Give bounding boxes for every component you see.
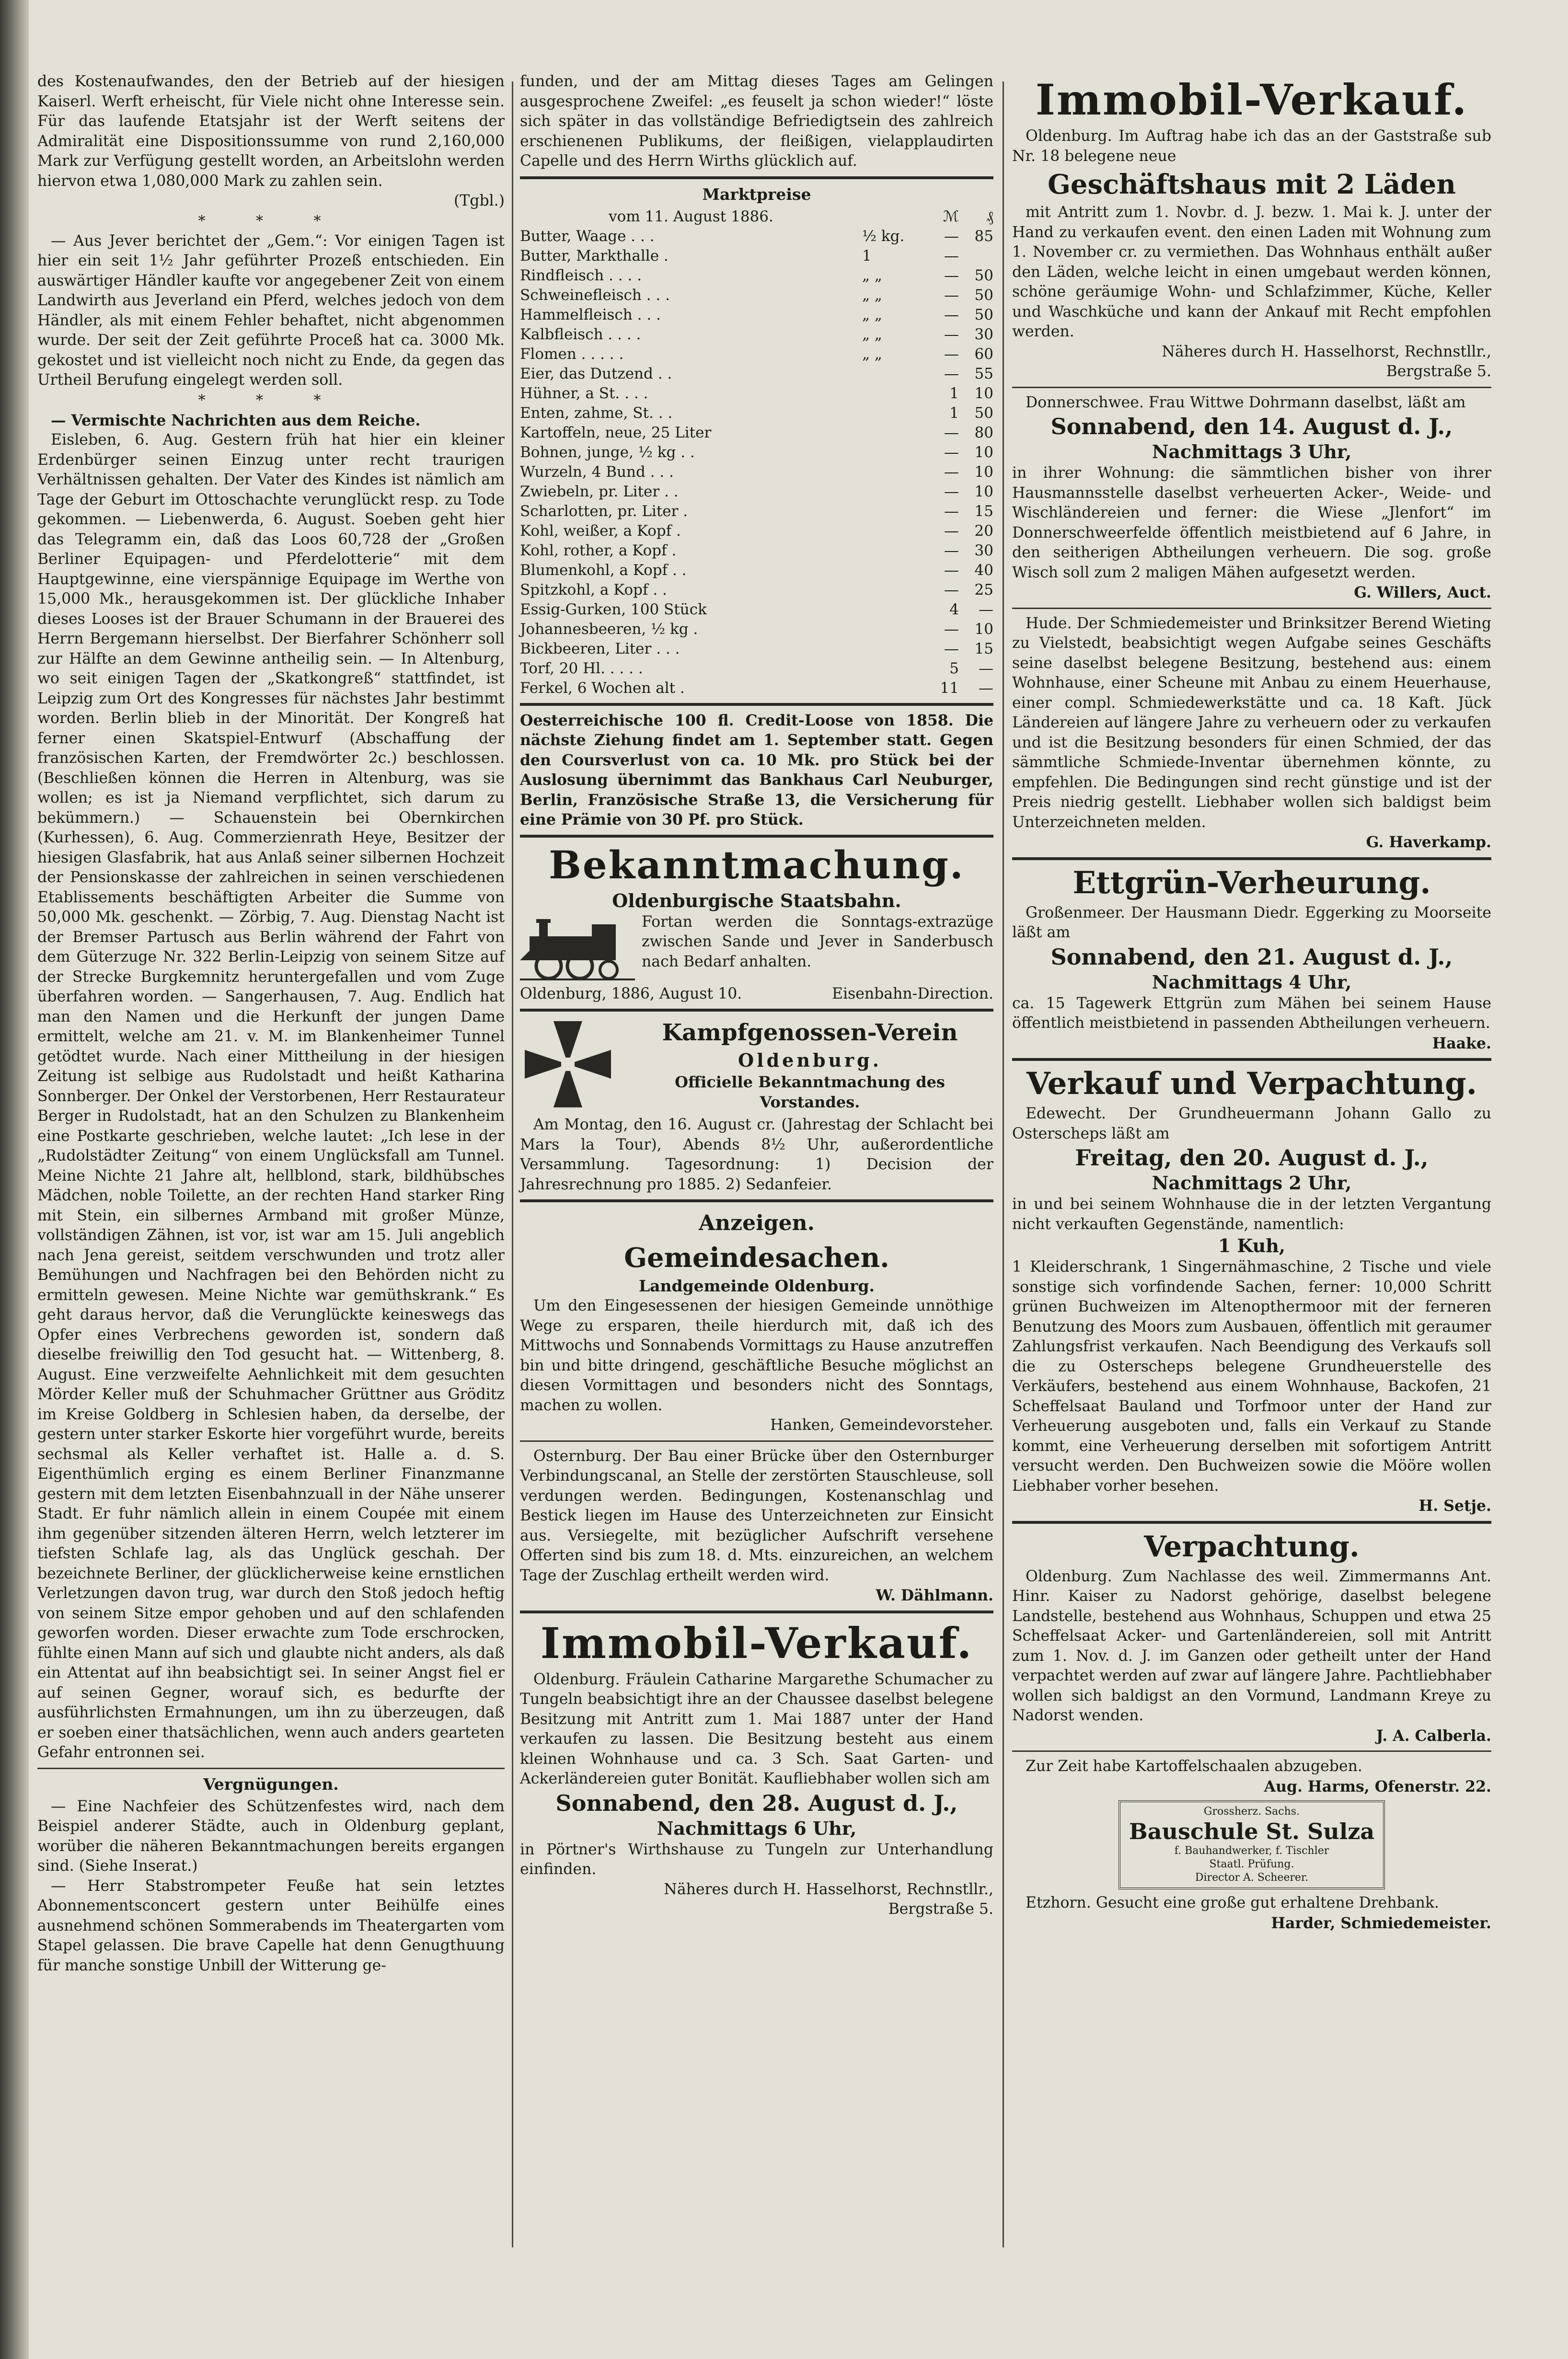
market-row [520, 580, 993, 600]
verkauf-title: Verkauf und Verpachtung. [1026, 1066, 1477, 1102]
market-pf: 50 [974, 286, 993, 304]
market-pf: 10 [974, 483, 993, 500]
market-row [520, 325, 993, 345]
market-unit: 1 [862, 247, 872, 265]
market-row [520, 521, 993, 541]
market-row [520, 502, 993, 521]
market-unit [862, 443, 924, 462]
market-item: Kohl, weißer, a Kopf . [520, 522, 681, 540]
market-row [520, 345, 993, 364]
market-pf: 50 [974, 404, 993, 422]
market-unit [862, 521, 924, 541]
immobil-sig-address: Bergstraße 5. [888, 1900, 993, 1918]
ettgruen-title: Ettgrün-Verheurung. [1072, 864, 1431, 901]
market-mark: — [944, 522, 959, 540]
rule [520, 1009, 993, 1012]
market-item: Butter, Markthalle . [520, 247, 669, 265]
gemeinde-title: Gemeindesachen. [624, 1242, 889, 1274]
rule [37, 1768, 505, 1769]
werft-article: des Kostenaufwandes, den der Betrieb auf der hiesigen Kaiserl. Werft erheischt, für Viele nicht ohne Interesse sein. Für das laufende Etatsjahr ist der Werft seitens der Admiralität eine Dispositionssumme von rund 2,160,000 Mark zur Verfügung gestellt worden, an Arbeitslohn werden hiervon etwa 1,080,000 Mark zu zahlen sein. [37, 73, 505, 190]
kampf-block [520, 1016, 993, 1115]
rule [520, 1611, 993, 1613]
market-mark: 1 [949, 384, 959, 402]
market-pf: 15 [974, 502, 993, 520]
verkauf-text2: in und bei seinem Wohnhause die in der letzten Vergantung nicht verkauften Gegenstände, namentlich: [1012, 1196, 1491, 1233]
hude-sig: G. Haverkamp. [1366, 833, 1491, 851]
rule [1012, 1750, 1491, 1752]
market-row [520, 286, 993, 305]
market-pf: 10 [974, 443, 993, 461]
market-pf: 80 [974, 424, 993, 441]
market-unit [862, 541, 924, 561]
market-pf: 10 [974, 620, 993, 638]
kampf-city: Oldenburg. [738, 1049, 882, 1071]
verkauf-date: Freitag, den 20. August d. J., [1075, 1145, 1429, 1171]
rule [1012, 1521, 1491, 1524]
verpachtung-title: Verpachtung. [1144, 1530, 1360, 1564]
bekanntmachung-sig: Eisenbahn-Direction. [832, 985, 993, 1002]
market-mark: — [944, 266, 959, 284]
market-mark: — [944, 640, 959, 657]
market-pf: 85 [974, 227, 993, 245]
column-middle [520, 72, 993, 1920]
vergnuegungen-item: — Herr Stabstrompeter Feuße hat sein letztes Abonnementsconcert gestern unter Beihülfe eines ausnehmend schönen Sommerabends im Theatergarten vom Stapel gelassen. Die brave Capelle hat denn Genugthuung für manche sonstige Unbill der Witterung ge- [37, 1877, 505, 1974]
market-mark: — [944, 561, 959, 579]
verkauf-text: Edewecht. Der Grundheuermann Johann Gallo zu Osterscheps läßt am [1012, 1105, 1491, 1142]
hude-text: Hude. Der Schmiedemeister und Brinksitzer Berend Wieting zu Vielstedt, beabsichtigt wegen Aufgabe seines Geschäfts seine daselbst belegene Besitzung, bestehend aus: einem Wohnhause, einer Scheune mit Anbau zu einem Heuerhause, einer compl. Schmiedewerkstätte und ca. 18 Kaft. Jück Ländereien auf längere Jahre zu verheuern oder zu verkaufen und ist die Besitzung besonders für einen Schmied, der das sämmtliche Schmiede-Inventar übernehmen könnte, zu empfehlen. Die Bedingungen sind recht günstige und ist der Preis niedrig gestellt. Liebhaber wollen sich baldigst beim Unterzeichneten melden. [1012, 614, 1491, 831]
column-right [1012, 72, 1491, 1933]
market-mark: — [944, 502, 959, 520]
market-row [520, 482, 993, 502]
market-unit: „ „ [862, 345, 882, 363]
locomotive-icon [520, 912, 635, 984]
market-mark: 5 [949, 659, 959, 677]
market-unit: „ „ [862, 306, 882, 323]
verpachtung-text: Oldenburg. Zum Nachlasse des weil. Zimmermanns Ant. Hinr. Kaiser zu Nadorst gehörige, daselbst belegene Landstelle, bestehend aus Wohnhaus, Schuppen und etwa 25 Scheffelsaat Acker- und Gartenländereien, soll mit Antritt zum 1. Nov. d. J. im Ganzen oder getheilt unter der Hand verpachtet werden auf zwar auf längere Jahre. Pachtliebhaber wollen sich baldigst an den Vormund, Landmann Kreye zu Nadorst wenden. [1012, 1567, 1491, 1724]
concert-continuation: funden, und der am Mittag dieses Tages am Gelingen ausgesprochene Zweifel: „es feuselt ja schon wieder!“ löste sich später in das vollständige Befriedigtsein des zahlreich erschienenen Publikums, der fleißigen, vielapplaudirten Capelle und des Herrn Wirths glücklich auf. [520, 73, 993, 170]
bekanntmachung-body [520, 912, 993, 984]
rule [520, 703, 993, 706]
market-mark: — [944, 345, 959, 363]
bauschule-line3: f. Bauhandwerker, f. Tischler [1174, 1845, 1329, 1857]
rule [1012, 387, 1491, 388]
market-pf: 50 [974, 266, 993, 284]
donnerschwee-sig: G. Willers, Auct. [1354, 584, 1491, 601]
market-mark: — [944, 443, 959, 461]
werft-source: (Tgbl.) [453, 192, 505, 209]
immobil-text2: in Pörtner's Wirthshause zu Tungeln zur Unterhandlung einfinden. [520, 1841, 993, 1878]
market-item: Butter, Waage . . . [520, 227, 655, 245]
market-mark: — [944, 286, 959, 304]
market-row [520, 227, 993, 246]
market-pf: — [979, 679, 993, 697]
kampf-sub: Officielle Bekanntmachung des Vorstandes. [675, 1073, 945, 1111]
market-row [520, 423, 993, 443]
verkauf-time: Nachmittags 2 Uhr, [1152, 1172, 1352, 1194]
kampf-text: Am Montag, den 16. August cr. (Jahrestag der Schlacht bei Mars la Tour), Abends 8½ Uhr, außerordentliche Versammlung. Tagesordnung: 1) Decision der Jahresrechnung pro 1885. 2) Sedanfeier. [520, 1116, 993, 1193]
market-unit [862, 600, 924, 620]
market-mark: — [944, 581, 959, 598]
ettgruen-time: Nachmittags 4 Uhr, [1152, 971, 1352, 993]
ettgruen-sig: Haake. [1432, 1034, 1491, 1052]
market-item: Schweinefleisch . . . [520, 286, 670, 304]
market-item: Torf, 20 Hl. . . . . [520, 659, 643, 677]
rule [520, 835, 993, 838]
loose-ad: Oesterreichische 100 fl. Credit-Loose von 1858. Die nächste Ziehung findet am 1. September statt. Gegen den Coursverlust von ca. 10 Mk. pro Stück bei der Auslosung übernimmt das Bankhaus Carl Neuburger, Berlin, Französische Straße 13, die Versicherung für eine Prämie von 30 Pf. pro Stück. [520, 711, 993, 829]
market-date: vom 11. August 1886. [609, 207, 773, 225]
market-title: Marktpreise [702, 184, 811, 204]
verkauf-sig: H. Setje. [1418, 1497, 1491, 1515]
kampf-title: Kampfgenossen-Verein [662, 1019, 958, 1046]
immobil-title: Immobil-Verkauf. [540, 1618, 973, 1668]
immobil2-sig-address: Bergstraße 5. [1386, 363, 1491, 380]
immobil-date: Sonnabend, den 28. August d. J., [555, 1790, 958, 1816]
etzhorn-text: Etzhorn. Gesucht eine große gut erhaltene Drehbank. [1026, 1894, 1440, 1911]
vermischte-article: Eisleben, 6. Aug. Gestern früh hat hier ein kleiner Erdenbürger seinen Einzug unter recht traurigen Verhältnissen gehalten. Der Vater des Kindes ist nämlich am Tage der Geburt im Ottoschachte verunglückt resp. zu Tode gekommen. — Liebenwerda, 6. August. Soeben geht hier das Telegramm ein, daß das Loos 60,728 der „Großen Berliner Equipagen- und Pferdelotterie“ mit dem Hauptgewinne, eine vierspännige Equipage im Werthe von 15,000 Mk., herausgekommen ist. Der glückliche Inhaber dieses Looses ist der Brauer Schumann in der Brauerei des Herrn Bergemann hierselbst. Der Bierfahrer Schönherr soll zur Hälfte an dem Gewinne antheilig sein. — In Altenburg, wo seit einigen Tagen der „Skatkongreß“ stattfindet, ist Leipzig zum Ort des Kongresses für nächstes Jahr bestimmt worden. Berlin blieb in der Minorität. Der Kongreß hat ferner einen Skatspiel-Entwurf (Abschaffung der französischen Karten, der Fremdwörter 2c.) beschlossen. (Beschließen können die Herren in Altenburg, was sie wollen; es ist ja Niemand verpflichtet, sich darum zu bekümmern.) — Schauenstein bei Obernkirchen (Kurhessen), 6. Aug. Commerzienrath Heye, Besitzer der hiesigen Glasfabrik, hat aus Anlaß seiner silbernen Hochzeit der Pensionskasse der zahlreichen in seinen verschiedenen Etablissements beschäftigten Arbeiter die Summe von 50,000 Mk. geschenkt. — Zörbig, 7. Aug. Dienstag Nacht ist der Bremser Partusch aus Berlin während der Fahrt von dem Güterzuge Nr. 322 Berlin-Leipzig von seinem Sitze auf der Strecke Burgkemnitz heruntergefallen und vom Zuge überfahren worden. — Sangerhausen, 7. Aug. Endlich hat man den Namen und die Herkunft der jungen Dame ermittelt, welche am 21. v. M. im Blankenheimer Tunnel getödtet wurde. Nach einer Mittheilung in der hiesigen Zeitung ist selbige aus Rudolstadt und heißt Katharina Sonnberger. Der Onkel der Verstorbenen, Herr Restaurateur Berger in Rudolstadt, hat an den Schulzen zu Blankenheim eine Postkarte geschrieben, welche lautet: „Ich lese in der „Rudolstädter Zeitung“ von einem Unglücksfall am Tunnel. Meine Nichte 21 Jahre alt, hellblond, stark, bildhübsches Mädchen, noble Toilette, an der rechten Hand starker Ring mit Stein, ein silbernes Armband mit großer Münze, vollständigen Zähnen, ist vor, ist war am 15. Juli angeblich nach Jena gereist, seitdem verschwunden und trotz aller Bemühungen und Nachfragen bei den Behörden nicht zu ermitteln gewesen. Meine Nichte war gemüthskrank.“ Es geht daraus hervor, daß die Verunglückte keineswegs das Opfer eines Verbrechens geworden ist, sondern daß dieselbe freiwillig den Tod gesucht hat. — Wittenberg, 8. August. Eine verzweifelte Aehnlichkeit mit dem gesuchten Mörder Keller muß der Schuhmacher Grüttner aus Gröditz im Kreise Goldberg in Schlesien haben, da derselbe, der gestern unter starker Eskorte hier vorgeführt wurde, bereits sechsmal als Keller verhaftet ist. Halle a. d. S. Eigenthümlich erging es einem Berliner Finanzmanne gestern mit dem letzten Eisenbahnzuall in der Nähe unserer Stadt. Er fuhr nämlich allein in einem Coupée mit einem ihm gegenüber sitzenden älteren Herrn, welch letzterer im tiefsten Schlafe lag, als das Unglück geschah. Der bezeichnete Berliner, der glücklicherweise keine ernstlichen Verletzungen davon trug, war durch den Stoß jedoch heftig von seinem Sitze empor gehoben und auf den schlafenden geworfen worden. Dieser erwachte zum Tode erschrocken, fühlte einen Mann auf sich und glaubte nicht anders, als daß ein Attentat auf ihn beabsichtigt sei. In seiner Angst fiel er auf seinen Gegner, worauf sich, es bedurfte der ausführlichsten Ermahnungen, um ihn zu überzeugen, daß er soeben einer thatsächlichen, wenn auch anders gearteten Gefahr entronnen sei. [37, 431, 505, 1761]
market-unit [862, 403, 924, 423]
immobil2-text2: mit Antritt zum 1. Novbr. d. J. bezw. 1. Mai k. J. unter der Hand zu verkaufen event. den einen Laden mit Wohnung zum 1. November cr. zu vermiethen. Das Wohnhaus enthält außer den Läden, welche leicht in einen umgebaut werden können, schöne geräumige Wohn- und Schlafzimmer, Küche, Keller und Waschküche und kann der Ankauf mit Recht empfohlen werden. [1012, 204, 1491, 340]
market-mark: — [944, 247, 959, 265]
bekanntmachung-title: Bekanntmachung. [549, 842, 965, 887]
immobil2-sig: Näheres durch H. Hasselhorst, Rechnstllr., [1162, 343, 1491, 360]
separator: * * * [198, 391, 344, 409]
market-item: Kartoffeln, neue, 25 Liter [520, 424, 712, 441]
market-item: Bohnen, junge, ½ kg . . [520, 443, 695, 461]
market-mark: — [944, 306, 959, 323]
market-table [520, 207, 993, 698]
gemeinde-sub: Landgemeinde Oldenburg. [638, 1277, 875, 1295]
market-item: Enten, zahme, St. . . [520, 404, 673, 422]
market-pf: 20 [974, 522, 993, 540]
immobil-sig: Näheres durch H. Hasselhorst, Rechnstllr., [664, 1880, 993, 1898]
market-pf: — [979, 659, 993, 677]
market-pf [959, 246, 993, 266]
market-row [520, 403, 993, 423]
market-row [520, 679, 993, 698]
market-unit [862, 364, 924, 384]
gemeinde-sig: Hanken, Gemeindevorsteher. [770, 1416, 993, 1434]
immobil2-title: Immobil-Verkauf. [1035, 75, 1468, 125]
market-mark: — [944, 424, 959, 441]
osternburg-text: Osternburg. Der Bau einer Brücke über den Osternburger Verbindungscanal, an Stelle der zerstörten Stauschleuse, soll verdungen werden. Bedingungen, Kostenanschlag und Bestick liegen im Hause des Unterzeichneten zur Einsicht aus. Versiegelte, mit bezüglicher Aufschrift versehene Offerten sind bis zum 18. d. Mts. einzureichen, an welchem Tage der Zuschlag ertheilt werden wird. [520, 1447, 993, 1584]
market-unit [862, 580, 924, 600]
market-unit [862, 659, 924, 679]
market-item: Essig-Gurken, 100 Stück [520, 600, 707, 618]
iron-cross-icon [520, 1016, 616, 1112]
rule [1012, 1058, 1491, 1061]
verkauf-text3: 1 Kleiderschrank, 1 Singernähmaschine, 2 Tische und viele sonstige sich vorfindende Sachen, ferner: 10,000 Schritt grünen Buchweizen im Altenopthermoor mit der ferneren Benutzung des Moors zum Ausbauen, öffentlich mit geraumer Zahlungsfrist verkaufen. Nach Beendigung des Verkaufs soll die zu Osterscheps belegene Grundheuerstelle des Verkäufers, bestehend aus einem Wohnhause, Backofen, 21 Scheffelsaat Bauland und Torfmoor unter der Hand zur Verheuerung ausgeboten und, falls ein Verkauf zu Stande kommt, eine Verheuerung derselben mit sofortigem Antritt versucht werden. Den Buchweizen sowie die Mööre wollen Liebhaber vorher besehen. [1012, 1258, 1491, 1495]
bekanntmachung-text: Fortan werden die Sonntags-extrazüge zwischen Sande und Jever in Sanderbusch nach Bedarf anhalten. [642, 913, 993, 970]
market-row [520, 364, 993, 384]
market-row [520, 443, 993, 462]
vergnuegungen-title: Vergnügungen. [203, 1774, 339, 1794]
market-item: Eier, das Dutzend . . [520, 365, 672, 382]
gemeinde-text: Um den Eingesessenen der hiesigen Gemeinde unnöthige Wege zu ersparen, theile hierdurch mit, daß ich des Mittwochs und Sonnabends Vormittags zu Hause anzutreffen bin und bitte dringend, geschäftliche Besuche möglichst an diesen Vormittagen und besonders nicht des Sonntags, machen zu wollen. [520, 1297, 993, 1414]
market-row [520, 541, 993, 561]
verpachtung-sig: J. A. Calberla. [1376, 1726, 1491, 1745]
market-item: Kalbfleisch . . . . [520, 325, 641, 343]
market-pf: 50 [974, 306, 993, 323]
market-unit: „ „ [862, 286, 882, 304]
market-item: Scharlotten, pr. Liter . [520, 502, 688, 520]
bauschule-line1: Grossherz. Sachs. [1203, 1806, 1300, 1818]
donnerschwee-text: Donnerschwee. Frau Wittwe Dohrmann daselbst, läßt am [1026, 393, 1466, 411]
market-unit: „ „ [862, 325, 882, 343]
market-item: Zwiebeln, pr. Liter . . [520, 483, 679, 500]
market-mark: — [944, 365, 959, 382]
vermischte-title: — Vermischte Nachrichten aus dem Reiche. [51, 411, 421, 429]
market-item: Rindfleisch . . . . [520, 266, 642, 284]
market-pf: 30 [974, 325, 993, 343]
market-unit [862, 384, 924, 403]
market-row [520, 639, 993, 659]
market-row [520, 659, 993, 679]
market-unit [862, 620, 924, 639]
market-item: Johannesbeeren, ½ kg . [520, 620, 698, 638]
rule [520, 176, 993, 179]
ettgruen-text2: ca. 15 Tagewerk Ettgrün zum Mähen bei seinem Hause öffentlich meistbietend in passenden Abtheilungen verheuern. [1012, 994, 1491, 1032]
immobil2-text: Oldenburg. Im Auftrag habe ich das an der Gaststraße sub Nr. 18 belegene neue [1012, 127, 1491, 165]
market-mark: 11 [940, 679, 959, 697]
market-item: Blumenkohl, a Kopf . . [520, 561, 687, 579]
vergnuegungen-item: — Eine Nachfeier des Schützenfestes wird, nach dem Beispiel anderer Städte, auch in Oldenburg geplant, worüber die näheren Bekanntmachungen bereits ergangen sind. (Siehe Inserat.) [37, 1797, 505, 1875]
immobil-time: Nachmittags 6 Uhr, [657, 1817, 857, 1839]
market-row [520, 266, 993, 286]
market-unit [862, 561, 924, 580]
market-unit [862, 423, 924, 443]
market-unit [862, 502, 924, 521]
market-item: Hühner, a St. . . . [520, 384, 648, 402]
market-unit: ½ kg. [862, 227, 905, 245]
market-item: Flomen . . . . . [520, 345, 624, 363]
market-pf: 15 [974, 640, 993, 657]
market-pf: 55 [974, 365, 993, 382]
rule [520, 1440, 993, 1442]
immobil2-head: Geschäftshaus mit 2 Läden [1048, 169, 1456, 200]
bauschule-ad [1118, 1800, 1385, 1889]
market-mark: — [944, 541, 959, 559]
market-pf: 10 [974, 384, 993, 402]
market-pf: 30 [974, 541, 993, 559]
market-unit [862, 679, 924, 698]
osternburg-sig: W. Dählmann. [876, 1587, 993, 1604]
market-row [520, 384, 993, 403]
column-left [37, 72, 505, 1976]
ettgruen-text: Großenmeer. Der Hausmann Diedr. Eggerking zu Moorseite läßt am [1012, 904, 1491, 941]
market-row [520, 462, 993, 482]
market-mark: — [944, 325, 959, 343]
bekanntmachung-date: Oldenburg, 1886, August 10. [520, 985, 742, 1002]
market-unit [862, 482, 924, 502]
rule [1012, 857, 1491, 860]
bekanntmachung-sub: Oldenburgische Staatsbahn. [612, 889, 901, 911]
market-mark: — [944, 463, 959, 481]
immobil-text: Oldenburg. Fräulein Catharine Margarethe Schumacher zu Tungeln beabsichtigt ihre an der Chaussee daselbst belegene Besitzung mit Antritt zum 1. Mai 1887 unter der Hand verkaufen zu lassen. Die Besitzung besteht aus einem kleinen Wohnhause und ca. 3 Sch. Saat Garten- und Ackerländereien guter Bonität. Kaufliebhaber wollen sich am [520, 1670, 993, 1787]
verkauf-kuh: 1 Kuh, [1218, 1235, 1286, 1256]
market-pf: 25 [974, 581, 993, 598]
donnerschwee-text2: in ihrer Wohnung: die sämmtlichen bisher von ihrer Hausmannsstelle daselbst verheuerten Acker-, Weide- und Wischländereien und ferner: die Wiese „Jlenfort“ im Donnerschweerfelde öffentlich meistbietend auf 6 Jahre, in den seitherigen Abtheilungen verheuern. Die sog. große Wisch soll zum 2 maligen Mähen aufgesetzt werden. [1012, 464, 1491, 581]
rule [1012, 608, 1491, 609]
market-header [520, 207, 993, 227]
bauschule-director: Director A. Scheerer. [1195, 1872, 1309, 1884]
market-pf: 40 [974, 561, 993, 579]
etzhorn-sig: Harder, Schmiedemeister. [1271, 1914, 1491, 1932]
market-item: Ferkel, 6 Wochen alt . [520, 679, 685, 697]
market-row [520, 600, 993, 620]
market-row [520, 620, 993, 639]
market-item: Spitzkohl, a Kopf . . [520, 581, 667, 598]
separator: * * * [198, 212, 344, 230]
kartoffel-sig: Aug. Harms, Ofenerstr. 22. [1264, 1777, 1491, 1795]
page-gutter [0, 0, 29, 2359]
kartoffel-text: Zur Zeit habe Kartoffelschaalen abzugeben. [1026, 1758, 1362, 1775]
market-row [520, 246, 993, 266]
market-item: Hammelfleisch . . . [520, 306, 661, 323]
market-item: Kohl, rother, a Kopf . [520, 541, 677, 559]
market-mark: 1 [949, 404, 959, 422]
bauschule-name: Bauschule St. Sulza [1129, 1818, 1375, 1844]
donnerschwee-time: Nachmittags 3 Uhr, [1152, 441, 1352, 462]
market-hdr-mark: ℳ [943, 207, 959, 225]
market-mark: — [944, 620, 959, 638]
market-row [520, 305, 993, 325]
market-item: Bickbeeren, Liter . . . [520, 640, 680, 657]
ettgruen-date: Sonnabend, den 21. August d. J., [1050, 944, 1453, 970]
market-item: Wurzeln, 4 Bund . . . [520, 463, 674, 481]
column-rule [512, 81, 513, 2247]
jever-article: — Aus Jever berichtet der „Gem.“: Vor einigen Tagen ist hier ein seit 1½ Jahr geführter Prozeß entschieden. Ein auswärtiger Händler kaufte vor angegebener Zeit von einem Landwirth aus Jeverland ein Pferd, welches jedoch von dem Händler, als mit einem Fehler behaftet, nicht abgenommen wurde. Der seit der Zeit geführte Proceß hat ca. 3000 Mk. gekostet und ist vielleicht noch nicht zu Ende, da gegen das Urtheil Berufung eingelegt werden soll. [37, 232, 505, 389]
anzeigen-title: Anzeigen. [699, 1211, 815, 1235]
bauschule-line4: Staatl. Prüfung. [1209, 1858, 1294, 1870]
market-pf: 60 [974, 345, 993, 363]
market-mark: — [944, 483, 959, 500]
rule [520, 1199, 993, 1202]
market-row [520, 561, 993, 580]
market-unit: „ „ [862, 266, 882, 284]
market-pf: — [979, 600, 993, 618]
market-hdr-pf: ₰ [986, 207, 993, 225]
market-mark: 4 [949, 600, 959, 618]
market-unit [862, 462, 924, 482]
market-mark: — [944, 227, 959, 245]
donnerschwee-date: Sonnabend, den 14. August d. J., [1050, 414, 1453, 439]
market-unit [862, 639, 924, 659]
market-pf: 10 [974, 463, 993, 481]
column-rule [1003, 81, 1004, 2247]
